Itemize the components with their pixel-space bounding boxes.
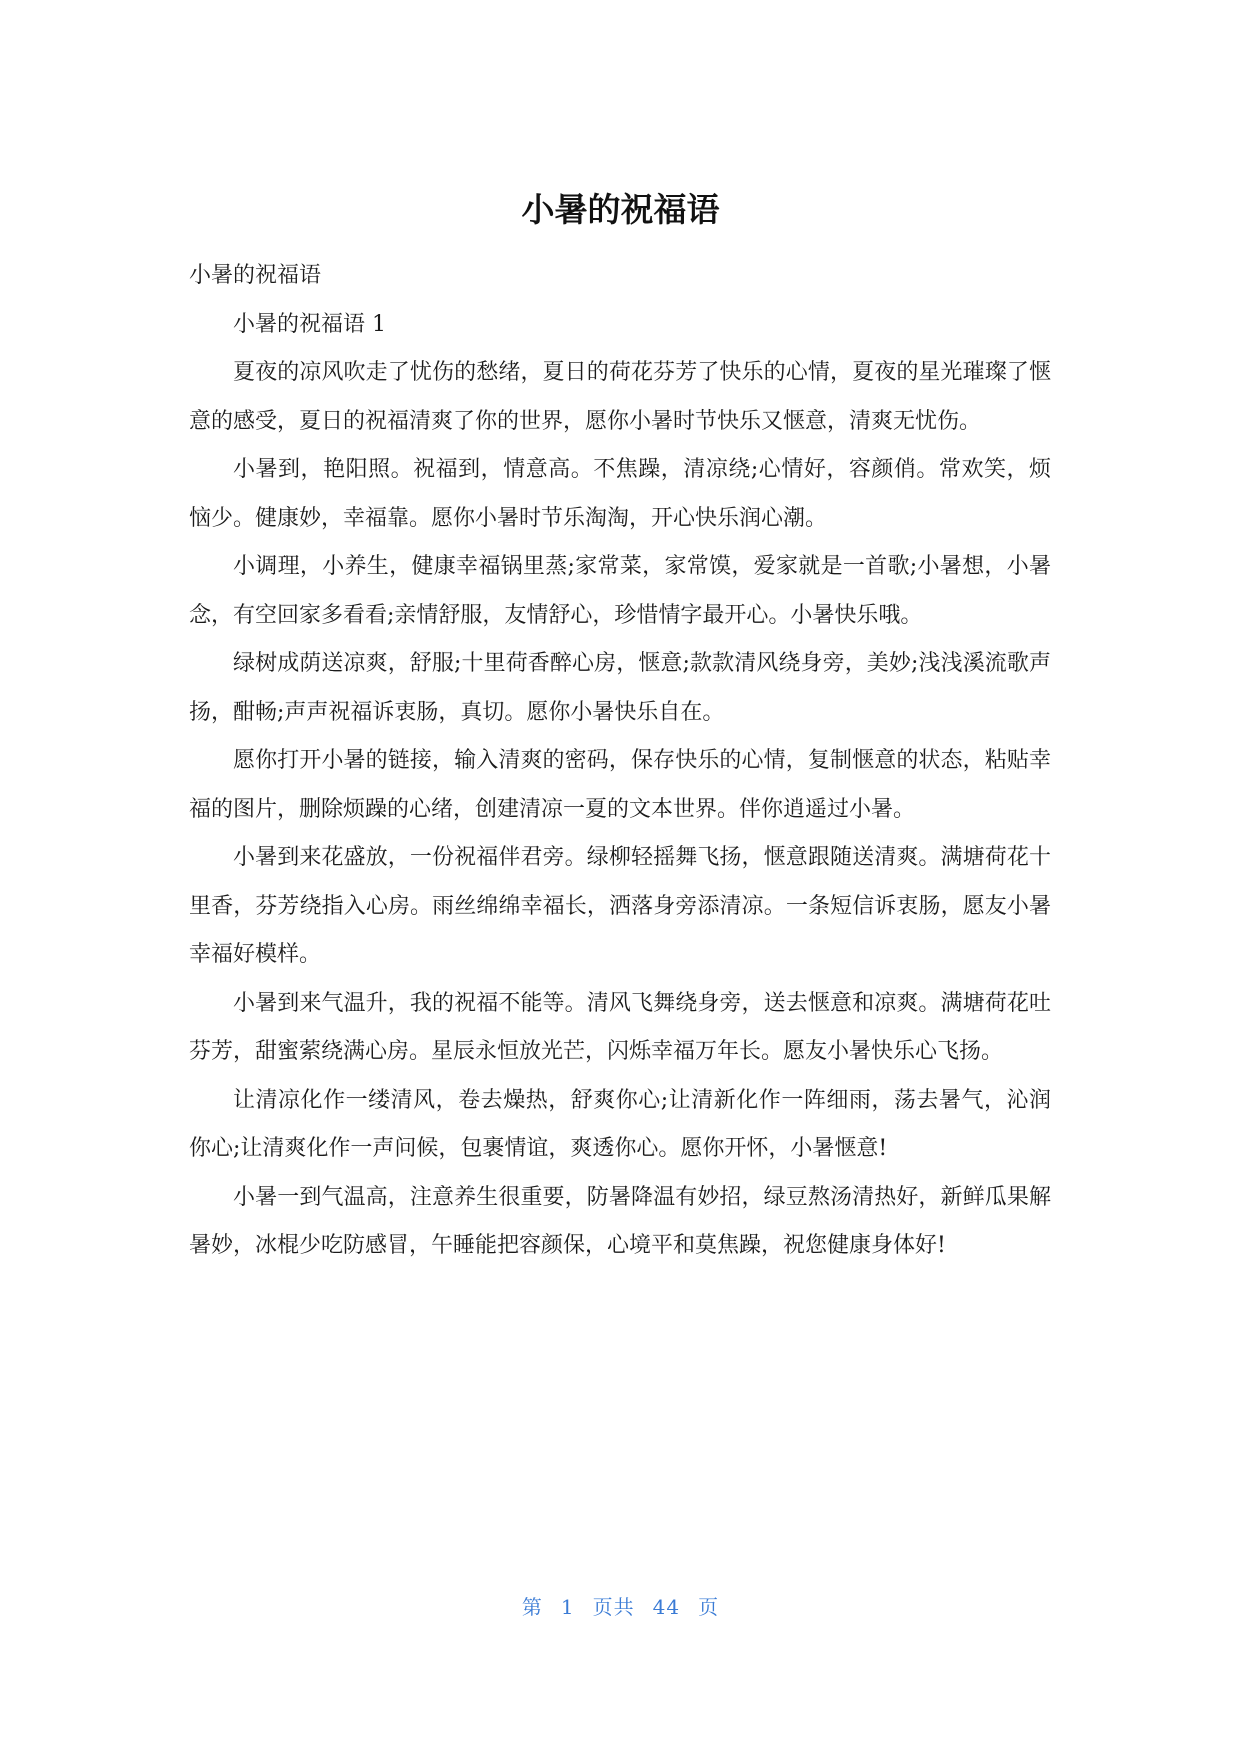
section-heading: 小暑的祝福语 1 (233, 311, 386, 337)
paragraph: 小暑一到气温高，注意养生很重要，防暑降温有妙招，绿豆熬汤清热好，新鲜瓜果解暑妙，冰棍少吃防感冒，午睡能把容颜保，心境平和莫焦躁，祝您健康身体好! (189, 1184, 1051, 1258)
page-footer (0, 1594, 1241, 1620)
document-title: 小暑的祝福语 (521, 190, 720, 229)
paragraph: 小暑到来花盛放，一份祝福伴君旁。绿柳轻摇舞飞扬，惬意跟随送清爽。满塘荷花十里香，芬芳绕指入心房。雨丝绵绵幸福长，洒落身旁添清凉。一条短信诉衷肠，愿友小暑幸福好模样。 (189, 845, 1051, 967)
paragraph: 夏夜的凉风吹走了忧伤的愁绪，夏日的荷花芬芳了快乐的心情，夏夜的星光璀璨了惬意的感受，夏日的祝福清爽了你的世界，愿你小暑时节快乐又惬意，清爽无忧伤。 (189, 360, 1051, 434)
paragraph: 小暑到来气温升，我的祝福不能等。清风飞舞绕身旁，送去惬意和凉爽。满塘荷花吐芬芳，甜蜜萦绕满心房。星辰永恒放光芒，闪烁幸福万年长。愿友小暑快乐心飞扬。 (189, 990, 1051, 1064)
paragraph: 小暑到，艳阳照。祝福到，情意高。不焦躁，清凉绕;心情好，容颜俏。常欢笑，烦恼少。健康妙，幸福靠。愿你小暑时节乐淘淘，开心快乐润心潮。 (189, 457, 1051, 531)
paragraph: 绿树成荫送凉爽，舒服;十里荷香醉心房，惬意;款款清风绕身旁，美妙;浅浅溪流歌声扬，酣畅;声声祝福诉衷肠，真切。愿你小暑快乐自在。 (189, 651, 1051, 725)
footer-total-pages: 44 (652, 1595, 681, 1619)
footer-current-page: 1 (560, 1595, 575, 1619)
paragraph: 小调理，小养生，健康幸福锅里蒸;家常菜，家常馍，爱家就是一首歌;小暑想，小暑念，有空回家多看看;亲情舒服，友情舒心，珍惜情字最开心。小暑快乐哦。 (189, 554, 1051, 628)
paragraph: 愿你打开小暑的链接，输入清爽的密码，保存快乐的心情，复制惬意的状态，粘贴幸福的图片，删除烦躁的心绪，创建清凉一夏的文本世界。伴你逍遥过小暑。 (189, 748, 1051, 822)
paragraph: 让清凉化作一缕清风，卷去燥热，舒爽你心;让清新化作一阵细雨，荡去暑气，沁润你心;让清爽化作一声问候，包裹情谊，爽透你心。愿你开怀，小暑惬意! (189, 1087, 1051, 1161)
footer-suffix: 页 (698, 1595, 720, 1619)
footer-prefix: 第 (521, 1595, 543, 1619)
document-subtitle: 小暑的祝福语 (189, 263, 322, 288)
footer-middle: 页共 (592, 1595, 635, 1619)
document-body (189, 252, 1051, 1271)
